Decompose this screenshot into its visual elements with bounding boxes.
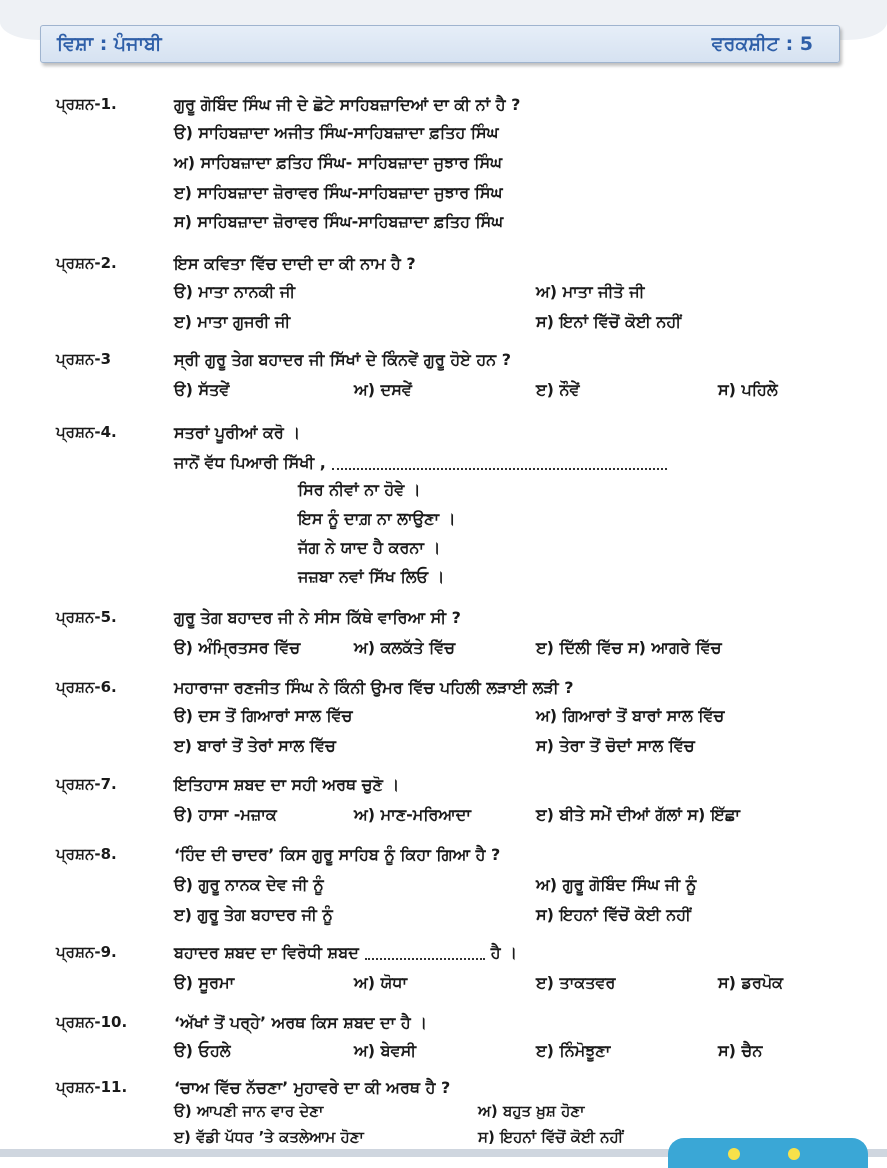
verse-line-1: ਸਿਰ ਨੀਵਾਂ ਨਾ ਹੋਵੇ । bbox=[298, 480, 421, 499]
question-text-before: ਬਹਾਦਰ ਸ਼ਬਦ ਦਾ ਵਿਰੋਧੀ ਸ਼ਬਦ bbox=[174, 943, 359, 962]
option-d[interactable]: ਸ) ਡਰਪੋਕ bbox=[718, 973, 784, 992]
badge-dot bbox=[728, 1148, 740, 1160]
verse-lead-text: ਜਾਨੋਂ ਵੱਧ ਪਿਆਰੀ ਸਿੱਖੀ , bbox=[174, 453, 326, 472]
question-label: ਪ੍ਰਸ਼ਨ-11. bbox=[56, 1078, 128, 1096]
verse-line-4: ਜਜ਼ਬਾ ਨਵਾਂ ਸਿੱਖ ਲਿਓ । bbox=[298, 567, 445, 586]
option-a[interactable]: ੳ) ਸੱਤਵੇਂ bbox=[174, 380, 230, 399]
worksheet-number: ਵਰਕਸ਼ੀਟ : 5 bbox=[711, 33, 813, 55]
verse-lead bbox=[174, 453, 667, 473]
worksheet-header bbox=[40, 25, 840, 63]
option-b[interactable]: ਅ) ਗੁਰੂ ਗੋਬਿੰਦ ਸਿੰਘ ਜੀ ਨੂੰ bbox=[536, 875, 697, 894]
question-label: ਪ੍ਰਸ਼ਨ-7. bbox=[56, 775, 117, 793]
question-text: ਇਸ ਕਵਿਤਾ ਵਿੱਚ ਦਾਦੀ ਦਾ ਕੀ ਨਾਮ ਹੈ ? bbox=[174, 254, 416, 273]
verse-line-3: ਜੱਗ ਨੇ ਯਾਦ ਹੈ ਕਰਨਾ । bbox=[298, 538, 441, 557]
question-label: ਪ੍ਰਸ਼ਨ-3 bbox=[56, 350, 112, 368]
question-text: ‘ਹਿੰਦ ਦੀ ਚਾਦਰ’ ਕਿਸ ਗੁਰੂ ਸਾਹਿਬ ਨੂੰ ਕਿਹਾ ਗਿਆ ਹੈ ? bbox=[174, 845, 501, 864]
option-d[interactable]: ਸ) ਪਹਿਲੇ bbox=[718, 380, 778, 399]
option-a[interactable]: ੳ) ਸਾਹਿਬਜ਼ਾਦਾ ਅਜੀਤ ਸਿੰਘ-ਸਾਹਿਬਜ਼ਾਦਾ ਫ਼ਤਿਹ ਸਿੰਘ bbox=[174, 123, 499, 142]
option-d[interactable]: ਸ) ਤੇਰਾ ਤੋਂ ਚੋਦਾਂ ਸਾਲ ਵਿੱਚ bbox=[536, 736, 695, 755]
answer-blank[interactable] bbox=[332, 458, 667, 470]
option-c[interactable]: ੲ) ਨਿੰਮੋਝੂਣਾ bbox=[536, 1041, 611, 1060]
option-c[interactable]: ੲ) ਗੁਰੂ ਤੇਗ ਬਹਾਦਰ ਜੀ ਨੂੰ bbox=[174, 905, 333, 924]
question-label: ਪ੍ਰਸ਼ਨ-5. bbox=[56, 608, 117, 626]
question-text: ਗੁਰੂ ਗੋਬਿੰਦ ਸਿੰਘ ਜੀ ਦੇ ਛੋਟੇ ਸਾਹਿਬਜ਼ਾਦਿਆਂ ਦਾ ਕੀ ਨਾਂ ਹੈ ? bbox=[174, 95, 521, 114]
question-label: ਪ੍ਰਸ਼ਨ-1. bbox=[56, 95, 117, 113]
subject-title: ਵਿਸ਼ਾ : ਪੰਜਾਬੀ bbox=[57, 33, 162, 55]
option-d[interactable]: ਸ) ਇਨਾਂ ਵਿੱਚੋਂ ਕੋਈ ਨਹੀਂ bbox=[536, 312, 682, 331]
option-c-d[interactable]: ੲ) ਬੀਤੇ ਸਮੇਂ ਦੀਆਂ ਗੱਲਾਂ ਸ) ਇੱਛਾ bbox=[536, 805, 740, 824]
question-text: ਇਤਿਹਾਸ ਸ਼ਬਦ ਦਾ ਸਹੀ ਅਰਥ ਚੁਣੋ । bbox=[174, 775, 400, 794]
question-label: ਪ੍ਰਸ਼ਨ-2. bbox=[56, 254, 117, 272]
question-text: ‘ਚਾਅ ਵਿੱਚ ਨੱਚਣਾ’ ਮੁਹਾਵਰੇ ਦਾ ਕੀ ਅਰਥ ਹੈ ? bbox=[174, 1078, 451, 1097]
question-label: ਪ੍ਰਸ਼ਨ-6. bbox=[56, 678, 117, 696]
option-d[interactable]: ਸ) ਸਾਹਿਬਜ਼ਾਦਾ ਜ਼ੋਰਾਵਰ ਸਿੰਘ-ਸਾਹਿਬਜ਼ਾਦਾ ਫ਼ਤਿਹ ਸਿੰਘ bbox=[174, 212, 504, 231]
option-c[interactable]: ੲ) ਵੱਡੀ ਪੱਧਰ ’ਤੇ ਕਤਲੇਆਮ ਹੋਣਾ bbox=[174, 1128, 364, 1146]
option-d[interactable]: ਸ) ਚੈਨ bbox=[718, 1041, 763, 1060]
option-b[interactable]: ਅ) ਬਹੁਤ ਖ਼ੁਸ਼ ਹੋਣਾ bbox=[478, 1102, 585, 1120]
option-b[interactable]: ਅ) ਯੋਧਾ bbox=[354, 973, 408, 992]
question-label: ਪ੍ਰਸ਼ਨ-4. bbox=[56, 423, 117, 441]
question-text: ਸ੍ਰੀ ਗੁਰੂ ਤੇਗ ਬਹਾਦਰ ਜੀ ਸਿੱਖਾਂ ਦੇ ਕਿੰਨਵੇਂ ਗੁਰੂ ਹੋਏ ਹਨ ? bbox=[174, 350, 512, 369]
option-a[interactable]: ੳ) ਦਸ ਤੋਂ ਗਿਆਰਾਂ ਸਾਲ ਵਿੱਚ bbox=[174, 706, 353, 725]
option-c-d[interactable]: ੲ) ਦਿੱਲੀ ਵਿੱਚ ਸ) ਆਗਰੇ ਵਿੱਚ bbox=[536, 638, 722, 657]
question-text: ਗੁਰੂ ਤੇਗ ਬਹਾਦਰ ਜੀ ਨੇ ਸੀਸ ਕਿੱਥੇ ਵਾਰਿਆ ਸੀ ? bbox=[174, 608, 461, 627]
option-c[interactable]: ੲ) ਤਾਕਤਵਰ bbox=[536, 973, 616, 992]
option-d[interactable]: ਸ) ਇਹਨਾਂ ਵਿੱਚੋਂ ਕੋਈ ਨਹੀਂ bbox=[478, 1128, 624, 1146]
question-label: ਪ੍ਰਸ਼ਨ-8. bbox=[56, 845, 117, 863]
option-b[interactable]: ਅ) ਕਲਕੱਤੇ ਵਿੱਚ bbox=[354, 638, 456, 657]
question-label: ਪ੍ਰਸ਼ਨ-9. bbox=[56, 943, 117, 961]
option-c[interactable]: ੲ) ਮਾਤਾ ਗੁਜਰੀ ਜੀ bbox=[174, 312, 291, 331]
question-label: ਪ੍ਰਸ਼ਨ-10. bbox=[56, 1013, 128, 1031]
answer-blank[interactable] bbox=[365, 948, 485, 960]
option-a[interactable]: ੳ) ਆਪਣੀ ਜਾਨ ਵਾਰ ਦੇਣਾ bbox=[174, 1102, 324, 1120]
option-a[interactable]: ੳ) ਸੂਰਮਾ bbox=[174, 973, 235, 992]
option-c[interactable]: ੲ) ਨੌਵੇਂ bbox=[536, 380, 580, 399]
option-c[interactable]: ੲ) ਬਾਰਾਂ ਤੋਂ ਤੇਰਾਂ ਸਾਲ ਵਿੱਚ bbox=[174, 736, 336, 755]
option-a[interactable]: ੳ) ਓਹਲੇ bbox=[174, 1041, 231, 1060]
option-b[interactable]: ਅ) ਬੇਵਸੀ bbox=[354, 1041, 417, 1060]
option-b[interactable]: ਅ) ਮਾਣ-ਮਰਿਆਦਾ bbox=[354, 805, 471, 824]
badge-dot bbox=[788, 1148, 800, 1160]
question-text: ‘ਅੱਖਾਂ ਤੋਂ ਪਰ੍ਹੇ’ ਅਰਥ ਕਿਸ ਸ਼ਬਦ ਦਾ ਹੈ । bbox=[174, 1013, 428, 1032]
option-d[interactable]: ਸ) ਇਹਨਾਂ ਵਿੱਚੋਂ ਕੋਈ ਨਹੀਂ bbox=[536, 905, 691, 924]
option-a[interactable]: ੳ) ਹਾਸਾ -ਮਜ਼ਾਕ bbox=[174, 805, 277, 824]
option-a[interactable]: ੳ) ਮਾਤਾ ਨਾਨਕੀ ਜੀ bbox=[174, 282, 296, 301]
option-b[interactable]: ਅ) ਮਾਤਾ ਜੀਤੋ ਜੀ bbox=[536, 282, 645, 301]
question-text: ਮਹਾਰਾਜਾ ਰਣਜੀਤ ਸਿੰਘ ਨੇ ਕਿੰਨੀ ਉਮਰ ਵਿੱਚ ਪਹਿਲੀ ਲੜਾਈ ਲੜੀ ? bbox=[174, 678, 574, 697]
question-text-after: ਹੈ । bbox=[490, 943, 517, 962]
option-a[interactable]: ੳ) ਅੰਮ੍ਰਿਤਸਰ ਵਿੱਚ bbox=[174, 638, 301, 657]
option-b[interactable]: ਅ) ਗਿਆਰਾਂ ਤੋਂ ਬਾਰਾਂ ਸਾਲ ਵਿੱਚ bbox=[536, 706, 725, 725]
option-c[interactable]: ੲ) ਸਾਹਿਬਜ਼ਾਦਾ ਜ਼ੋਰਾਵਰ ਸਿੰਘ-ਸਾਹਿਬਜ਼ਾਦਾ ਜੁਝਾਰ ਸਿੰਘ bbox=[174, 183, 503, 202]
question-text bbox=[174, 943, 517, 963]
option-b[interactable]: ਅ) ਸਾਹਿਬਜ਼ਾਦਾ ਫ਼ਤਿਹ ਸਿੰਘ- ਸਾਹਿਬਜ਼ਾਦਾ ਜੁਝਾਰ ਸਿੰਘ bbox=[174, 153, 503, 172]
option-b[interactable]: ਅ) ਦਸਵੇਂ bbox=[354, 380, 412, 399]
question-text: ਸਤਰਾਂ ਪੂਰੀਆਂ ਕਰੋ । bbox=[174, 423, 301, 442]
corner-badge bbox=[668, 1138, 868, 1168]
verse-line-2: ਇਸ ਨੂੰ ਦਾਗ਼ ਨਾ ਲਾਉਣਾ । bbox=[298, 509, 456, 528]
option-a[interactable]: ੳ) ਗੁਰੂ ਨਾਨਕ ਦੇਵ ਜੀ ਨੂੰ bbox=[174, 875, 324, 894]
